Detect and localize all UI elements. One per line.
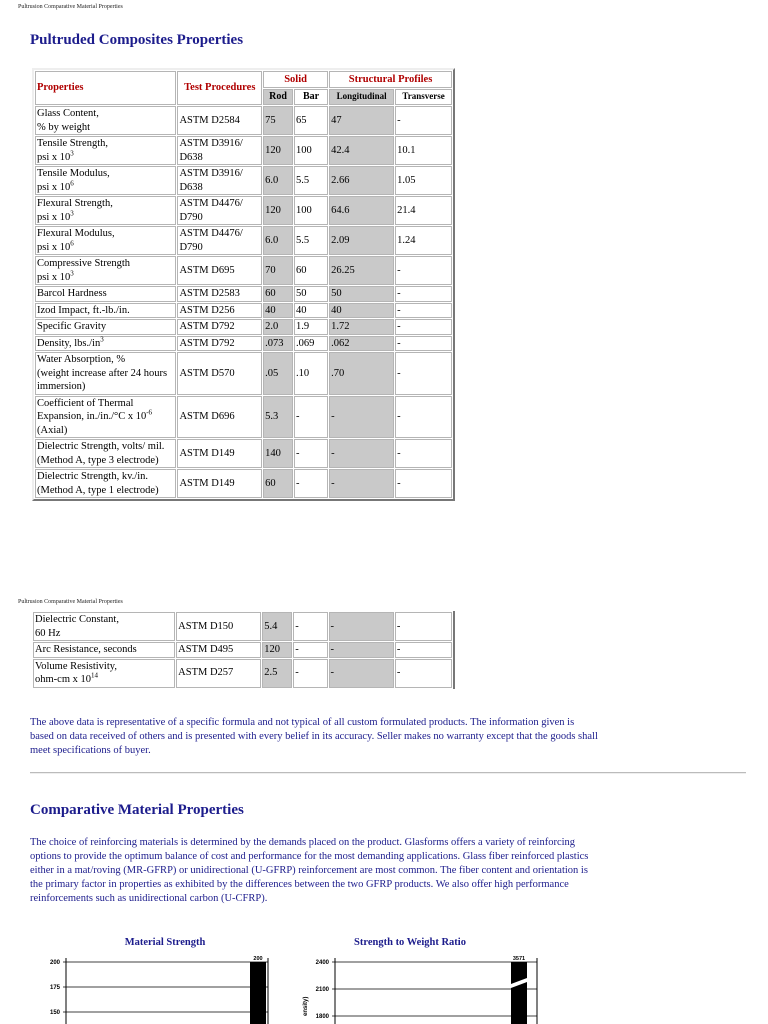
unit-exponent: 3 xyxy=(70,209,74,217)
property-cell xyxy=(35,439,176,468)
rod-value-cell: 75 xyxy=(263,106,293,135)
material-strength-chart xyxy=(30,950,290,1024)
bar xyxy=(250,962,266,1024)
header-bar: Bar xyxy=(294,89,328,105)
y-tick-label: 175 xyxy=(49,985,60,991)
section-title: Comparative Material Properties xyxy=(30,802,244,818)
bar-value-cell: .069 xyxy=(294,336,328,352)
longitudinal-value-cell: - xyxy=(329,469,394,498)
bar-value-cell: - xyxy=(294,469,328,498)
test-procedure-cell: ASTM D696 xyxy=(177,396,262,439)
unit-exponent: 6 xyxy=(70,239,74,247)
longitudinal-value-cell: - xyxy=(329,439,394,468)
property-cell xyxy=(35,352,176,395)
y-tick-label: 200 xyxy=(49,960,60,966)
longitudinal-value-cell: 2.09 xyxy=(329,226,394,255)
transverse-value-cell: - xyxy=(395,303,452,319)
transverse-value-cell: - xyxy=(395,642,452,658)
table-row xyxy=(33,659,452,688)
intro-text: The choice of reinforcing materials is determined by the demands placed on the product. Glasforms offers a variety of reinforcing options to provide the optimum balance of cost and performance for the most demanding applications. Glass fiber reinforced plastics either in a mat/roving (MR-GFRP) or unidirectional (U-GFRP) reinforcement are most common. The fiber content and orientation is the primary factor in properties as exhibited by the differences between the two GFRP products. We also offer high performance reinforcements such as unidirectional carbon (U-CFRP). xyxy=(30,837,589,904)
table-row xyxy=(35,166,452,195)
longitudinal-value-cell: 2.66 xyxy=(329,166,394,195)
table-row xyxy=(35,256,452,285)
table-row xyxy=(35,469,452,498)
test-procedure-cell: ASTM D2584 xyxy=(177,106,262,135)
page-header-repeat: Pultrusion Comparative Material Properties xyxy=(18,599,123,605)
transverse-value-cell: - xyxy=(395,659,452,688)
transverse-value-cell: - xyxy=(395,336,452,352)
bar-value-cell: 5.5 xyxy=(294,226,328,255)
unit-exponent: 3 xyxy=(100,335,104,343)
page-title: Pultruded Composites Properties xyxy=(30,32,244,48)
longitudinal-value-cell: 64.6 xyxy=(329,196,394,225)
bar-value-cell: .10 xyxy=(294,352,328,395)
table-row xyxy=(35,352,452,395)
property-name: Flexural Strength, xyxy=(37,198,113,209)
header-rod: Rod xyxy=(263,89,293,105)
test-procedure-cell: ASTM D4476/ D790 xyxy=(177,196,262,225)
property-cell xyxy=(35,336,176,352)
header-properties: Properties xyxy=(35,71,176,105)
rod-value-cell: .05 xyxy=(263,352,293,395)
header-structural-profiles: Structural Profiles xyxy=(329,71,452,88)
longitudinal-value-cell: .062 xyxy=(329,336,394,352)
chart-title-material-strength: Material Strength xyxy=(124,937,206,948)
longitudinal-value-cell: .70 xyxy=(329,352,394,395)
property-name: Density, lbs./in xyxy=(37,337,101,349)
table-row xyxy=(35,136,452,165)
property-name: Barcol Hardness xyxy=(37,288,107,299)
property-name: Flexural Modulus, xyxy=(37,228,115,239)
bar-value-cell: 100 xyxy=(294,136,328,165)
y-tick-label: 2100 xyxy=(315,987,329,993)
property-cell xyxy=(33,612,175,641)
rod-value-cell: 60 xyxy=(263,286,293,302)
property-name: Glass Content, xyxy=(37,108,99,119)
longitudinal-value-cell: 40 xyxy=(329,303,394,319)
rod-value-cell: 2.5 xyxy=(262,659,292,688)
table-row xyxy=(35,286,452,302)
property-cell xyxy=(35,286,176,302)
property-cell xyxy=(35,469,176,498)
table-row xyxy=(35,319,452,335)
page-header: Pultrusion Comparative Material Properties xyxy=(18,4,123,10)
test-procedure-cell: ASTM D149 xyxy=(177,439,262,468)
rod-value-cell: 120 xyxy=(263,136,293,165)
y-axis-label: ensity) xyxy=(303,996,309,1016)
transverse-value-cell: 1.05 xyxy=(395,166,452,195)
table-row xyxy=(35,226,452,255)
unit-exponent: 3 xyxy=(70,149,74,157)
table-row xyxy=(33,642,452,658)
test-procedure-cell: ASTM D150 xyxy=(176,612,261,641)
property-name: Dielectric Strength, volts/ mil. (Method A, type 3 electrode) xyxy=(37,441,165,466)
bar-value-label: 200 xyxy=(253,956,263,962)
test-procedure-cell: ASTM D695 xyxy=(177,256,262,285)
property-unit: psi x 10 xyxy=(37,151,71,163)
rod-value-cell: 140 xyxy=(263,439,293,468)
rod-value-cell: 120 xyxy=(263,196,293,225)
property-unit: psi x 10 xyxy=(37,271,71,283)
bar-value-cell: 65 xyxy=(294,106,328,135)
rod-value-cell: 5.4 xyxy=(262,612,292,641)
transverse-value-cell: - xyxy=(395,439,452,468)
property-cell xyxy=(35,166,176,195)
table-row xyxy=(35,396,452,439)
transverse-value-cell: - xyxy=(395,106,452,135)
property-name: Izod Impact, ft.-lb./in. xyxy=(37,304,130,316)
property-unit: (Axial) xyxy=(37,424,68,436)
rod-value-cell: 120 xyxy=(262,642,292,658)
property-unit: psi x 10 xyxy=(37,181,71,193)
transverse-value-cell: 1.24 xyxy=(395,226,452,255)
longitudinal-value-cell: 47 xyxy=(329,106,394,135)
table-row xyxy=(35,439,452,468)
bar-value-cell: - xyxy=(293,612,327,641)
bar-value-cell: 50 xyxy=(294,286,328,302)
test-procedure-cell: ASTM D792 xyxy=(177,336,262,352)
longitudinal-value-cell: - xyxy=(329,642,394,658)
bar-value-cell: 1.9 xyxy=(294,319,328,335)
test-procedure-cell: ASTM D257 xyxy=(176,659,261,688)
rod-value-cell: 5.3 xyxy=(263,396,293,439)
property-name: Volume Resistivity, xyxy=(35,660,117,672)
test-procedure-cell: ASTM D256 xyxy=(177,303,262,319)
transverse-value-cell: - xyxy=(395,256,452,285)
transverse-value-cell: 10.1 xyxy=(395,136,452,165)
header-solid: Solid xyxy=(263,71,328,88)
rod-value-cell: .073 xyxy=(263,336,293,352)
property-unit: psi x 10 xyxy=(37,211,71,223)
bar-value-cell: - xyxy=(293,659,327,688)
test-procedure-cell: ASTM D3916/ D638 xyxy=(177,136,262,165)
bar-value-cell: 40 xyxy=(294,303,328,319)
y-tick-label: 2400 xyxy=(315,960,329,966)
longitudinal-value-cell: 1.72 xyxy=(329,319,394,335)
table-row xyxy=(33,612,452,641)
rod-value-cell: 6.0 xyxy=(263,166,293,195)
rod-value-cell: 70 xyxy=(263,256,293,285)
test-procedure-cell: ASTM D495 xyxy=(176,642,261,658)
rod-value-cell: 60 xyxy=(263,469,293,498)
bar-value-cell: - xyxy=(293,642,327,658)
property-name: Compressive Strength xyxy=(37,258,131,269)
unit-exponent: 6 xyxy=(70,179,74,187)
test-procedure-cell: ASTM D3916/ D638 xyxy=(177,166,262,195)
transverse-value-cell: 21.4 xyxy=(395,196,452,225)
test-procedure-cell: ASTM D570 xyxy=(177,352,262,395)
test-procedure-cell: ASTM D4476/ D790 xyxy=(177,226,262,255)
transverse-value-cell: - xyxy=(395,352,452,395)
property-cell xyxy=(33,659,175,688)
transverse-value-cell: - xyxy=(395,469,452,498)
table-row xyxy=(35,303,452,319)
bar-value-label: 3571 xyxy=(512,956,526,962)
property-name: Dielectric Strength, kv./in. (Method A, type 1 electrode) xyxy=(37,471,159,496)
table-row xyxy=(35,196,452,225)
property-name: Water Absorption, % xyxy=(37,354,126,365)
bar xyxy=(511,962,527,1024)
test-procedure-cell: ASTM D792 xyxy=(177,319,262,335)
property-name: Tensile Modulus, xyxy=(37,168,110,179)
transverse-value-cell: - xyxy=(395,286,452,302)
rod-value-cell: 6.0 xyxy=(263,226,293,255)
property-name: Specific Gravity xyxy=(37,321,107,332)
chart-title-strength-weight: Strength to Weight Ratio xyxy=(354,937,466,948)
transverse-value-cell: - xyxy=(395,612,452,641)
test-procedure-cell: ASTM D2583 xyxy=(177,286,262,302)
property-cell xyxy=(33,642,175,658)
longitudinal-value-cell: - xyxy=(329,396,394,439)
transverse-value-cell: - xyxy=(395,319,452,335)
disclaimer-text: The above data is representative of a specific formula and not typical of all custom formulated products. The information given is based on data received of others and is presented with every belief in its accuracy. Seller makes no warranty except that the goods shall meet specifications of buyer. xyxy=(30,717,598,756)
property-cell xyxy=(35,136,176,165)
bar-value-cell: - xyxy=(294,396,328,439)
property-name: Coefficient of Thermal Expansion, in./in./°C x 10 xyxy=(37,397,147,422)
properties-table xyxy=(32,68,455,501)
property-name: Dielectric Constant, xyxy=(35,614,119,625)
property-unit: (weight increase after 24 hours immersion) xyxy=(37,367,168,392)
property-name: Tensile Strength, xyxy=(37,138,109,149)
property-unit: ohm-cm x 10 xyxy=(35,674,91,685)
section-divider xyxy=(30,772,746,774)
longitudinal-value-cell: - xyxy=(329,659,394,688)
properties-table-continued xyxy=(32,611,455,689)
y-tick-label: 1800 xyxy=(315,1014,329,1020)
property-cell xyxy=(35,319,176,335)
unit-exponent: -6 xyxy=(146,408,153,417)
property-name: Arc Resistance, seconds xyxy=(35,644,137,655)
longitudinal-value-cell: - xyxy=(329,612,394,641)
property-cell xyxy=(35,226,176,255)
bar-value-cell: 100 xyxy=(294,196,328,225)
property-cell xyxy=(35,303,176,319)
property-unit: % by weight xyxy=(37,121,91,133)
property-unit: psi x 10 xyxy=(37,241,71,253)
unit-exponent: 14 xyxy=(91,671,98,680)
property-cell xyxy=(35,106,176,135)
transverse-value-cell: - xyxy=(395,396,452,439)
unit-exponent: 3 xyxy=(70,269,74,277)
bar-value-cell: 60 xyxy=(294,256,328,285)
longitudinal-value-cell: 50 xyxy=(329,286,394,302)
header-test-procedures: Test Procedures xyxy=(177,71,262,105)
strength-weight-chart xyxy=(295,950,555,1024)
table-row xyxy=(35,336,452,352)
bar-value-cell: - xyxy=(294,439,328,468)
longitudinal-value-cell: 26.25 xyxy=(329,256,394,285)
header-longitudinal: Longitudinal xyxy=(329,89,394,105)
property-cell xyxy=(35,256,176,285)
property-unit: 60 Hz xyxy=(35,627,61,639)
property-cell xyxy=(35,396,176,439)
longitudinal-value-cell: 42.4 xyxy=(329,136,394,165)
table-row xyxy=(35,106,452,135)
rod-value-cell: 40 xyxy=(263,303,293,319)
bar-value-cell: 5.5 xyxy=(294,166,328,195)
rod-value-cell: 2.0 xyxy=(263,319,293,335)
header-transverse: Transverse xyxy=(395,89,452,105)
test-procedure-cell: ASTM D149 xyxy=(177,469,262,498)
property-cell xyxy=(35,196,176,225)
y-tick-label: 150 xyxy=(49,1010,60,1016)
